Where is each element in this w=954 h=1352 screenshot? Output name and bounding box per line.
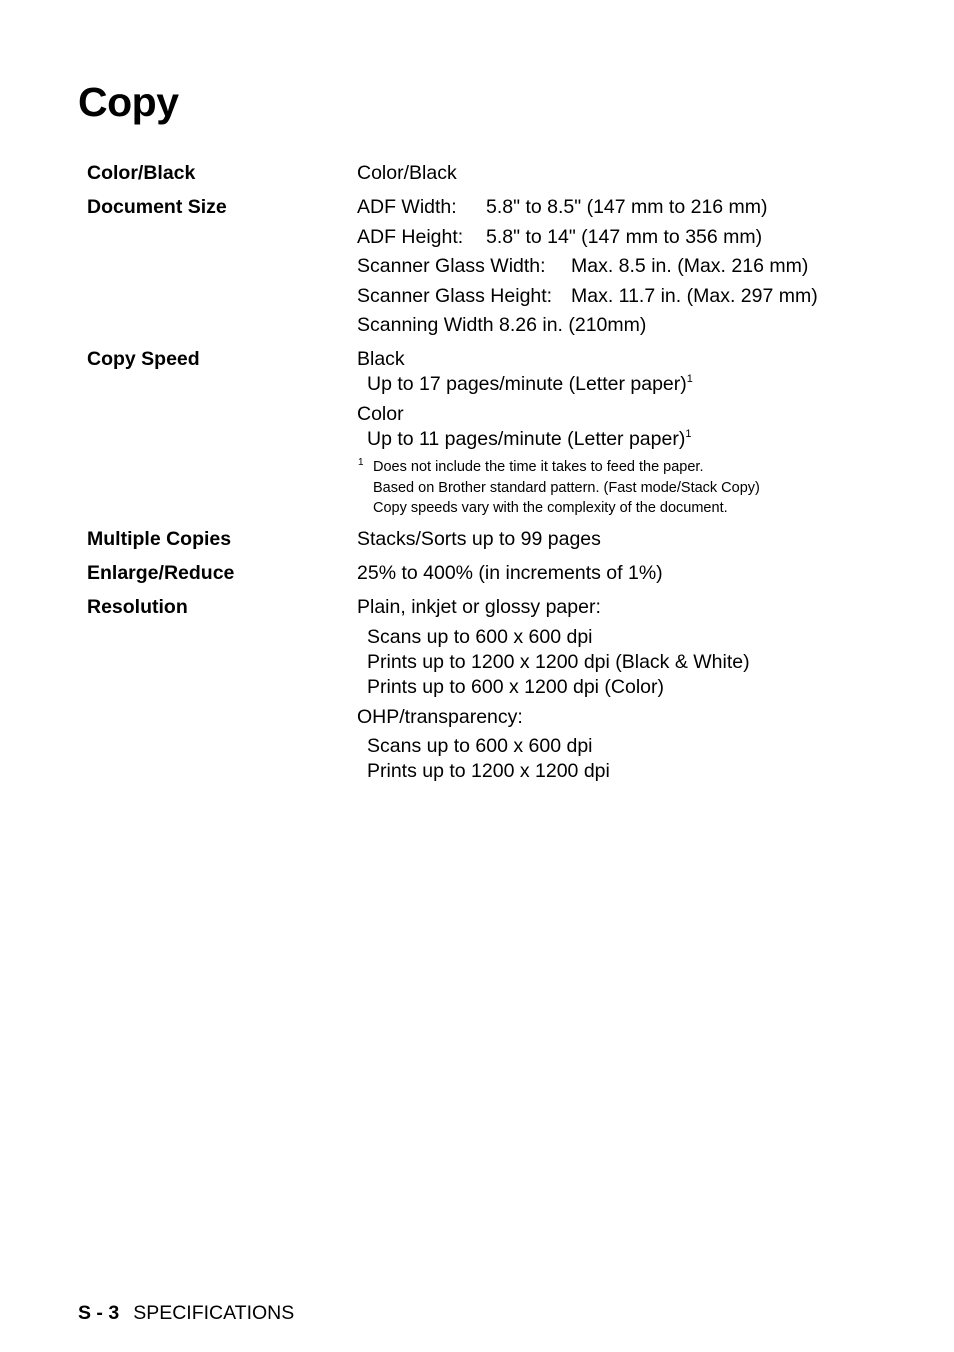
glass-width-label: Scanner Glass Width: — [357, 255, 546, 277]
spec-value — [357, 527, 917, 551]
footnote-ref: 1 — [686, 373, 693, 385]
color-heading: Color — [357, 403, 404, 425]
spec-label: Multiple Copies — [87, 528, 232, 550]
adf-width-line — [357, 195, 917, 219]
adf-height-line — [357, 225, 917, 249]
spec-label: Resolution — [87, 596, 188, 618]
adf-width-label: ADF Width: — [357, 196, 457, 218]
color-speed-line — [357, 427, 917, 451]
spec-label: Color/Black — [87, 162, 196, 184]
color-speed-value: Up to 11 pages/minute (Letter paper) — [367, 428, 686, 450]
spec-value — [357, 595, 917, 783]
glass-height-label: Scanner Glass Height: — [357, 284, 553, 307]
adf-height-label: ADF Height: — [357, 225, 464, 248]
resolution-line: Prints up to 1200 x 1200 dpi (Black & White) — [367, 650, 750, 673]
spec-label: Document Size — [87, 196, 227, 218]
spec-label: Enlarge/Reduce — [87, 562, 235, 584]
adf-width-value: 5.8" to 8.5" (147 mm to 216 mm) — [486, 196, 768, 218]
spec-value — [357, 347, 917, 519]
spec-label: Copy Speed — [87, 348, 200, 370]
resolution-line: Scans up to 600 x 600 dpi — [367, 625, 593, 648]
black-heading: Black — [357, 348, 405, 370]
footnote-line: Does not include the time it takes to feed the paper. — [373, 459, 704, 475]
resolution-line: Scans up to 600 x 600 dpi — [367, 735, 593, 757]
spec-value — [357, 195, 917, 337]
page-footer — [78, 1301, 294, 1325]
footnote-marker: 1 — [358, 457, 364, 468]
glass-height-line — [357, 284, 917, 308]
ohp-heading: OHP/transparency: — [357, 705, 523, 728]
footnote-line: Copy speeds vary with the complexity of the document. — [373, 500, 728, 516]
section-name: SPECIFICATIONS — [133, 1302, 295, 1324]
black-speed-value: Up to 17 pages/minute (Letter paper) — [367, 373, 687, 395]
page-title: Copy — [78, 79, 179, 125]
resolution-line: Prints up to 600 x 1200 dpi (Color) — [367, 675, 664, 698]
scanning-width-line: Scanning Width 8.26 in. (210mm) — [357, 314, 647, 336]
black-speed-line — [357, 372, 917, 396]
spec-value — [357, 561, 917, 585]
color-black-value: Color/Black — [357, 162, 457, 184]
glass-height-value: Max. 11.7 in. (Max. 297 mm) — [571, 284, 818, 307]
enlarge-reduce-value: 25% to 400% (in increments of 1%) — [357, 562, 663, 584]
plain-paper-heading: Plain, inkjet or glossy paper: — [357, 596, 601, 618]
page-number: S - 3 — [78, 1302, 120, 1324]
adf-height-value: 5.8" to 14" (147 mm to 356 mm) — [486, 225, 763, 248]
footnote — [357, 457, 917, 519]
footnote-ref: 1 — [685, 428, 692, 440]
glass-width-value: Max. 8.5 in. (Max. 216 mm) — [571, 255, 809, 277]
footnote-line: Based on Brother standard pattern. (Fast mode/Stack Copy) — [373, 479, 760, 496]
spec-value — [357, 161, 917, 185]
resolution-line: Prints up to 1200 x 1200 dpi — [367, 760, 610, 782]
glass-width-line — [357, 254, 917, 278]
multiple-copies-value: Stacks/Sorts up to 99 pages — [357, 528, 601, 550]
